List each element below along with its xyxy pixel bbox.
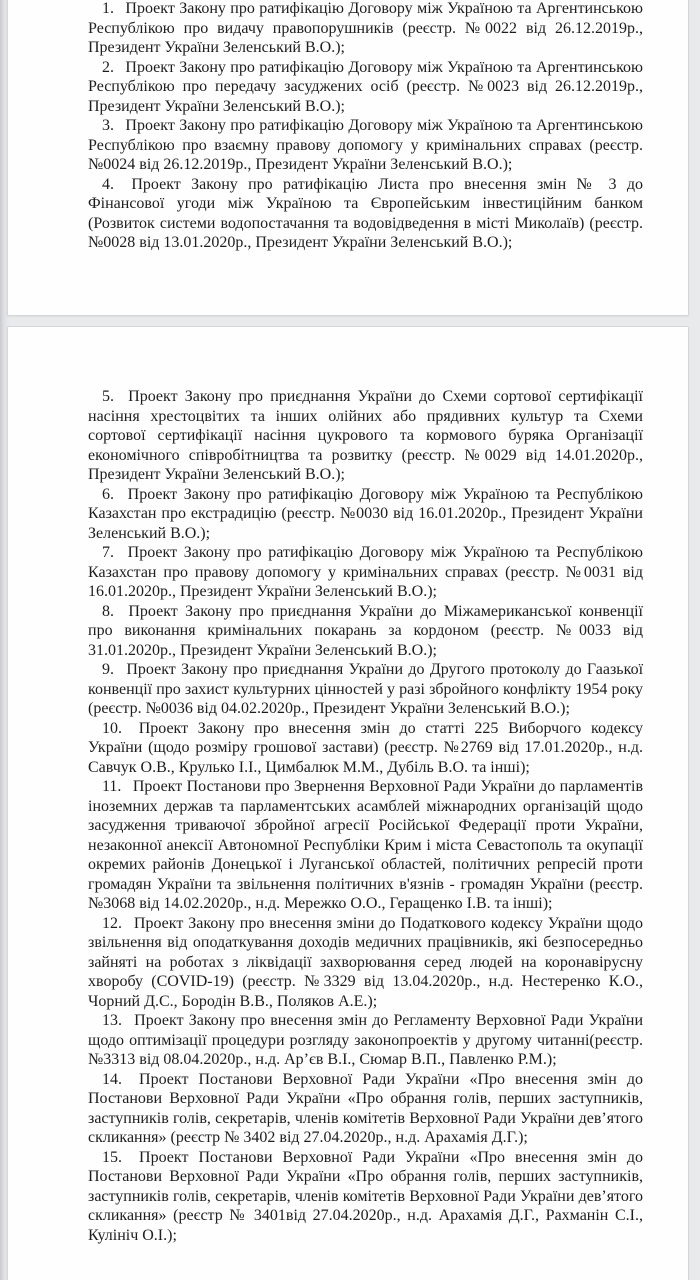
item-text: Проект Закону про ратифікацію Договору між Україною та Аргентинською Республікою про взаємну правову допомогу у кримінальних справах (реєстр. №0024 від 26.12.2019р., Президент України Зеленський В.О.);	[88, 117, 643, 173]
list-item	[88, 777, 643, 914]
page-2-content	[8, 327, 688, 1245]
item-text: Проект Закону про ратифікацію Договору між Україною та Аргентинською Республікою про видачу правопорушників (реєстр. №0022 від 26.12.2019р., Президент України Зеленський В.О.);	[88, 0, 643, 56]
item-text: Проект Закону про внесення зміни до Податкового кодексу України щодо звільнення від оподаткування доходів медичних працівників, які безпосередньо зайняті на роботах з ліквідації захворювання серед людей на коронавірусну хворобу (COVID-19) (реєстр. №3329 від 13.04.2020р., н.д. Нестеренко К.О., Чорний Д.С., Бородін В.В., Поляков А.Е.);	[88, 914, 644, 1010]
list-item	[88, 175, 643, 253]
item-text: Проект Закону про приєднання України до Міжамериканської конвенції про виконання кримінальних покарань за кордоном (реєстр. №0033 від 31.01.2020р., Президент України Зеленський В.О.);	[88, 602, 643, 659]
item-number: 4.	[102, 175, 114, 193]
item-text: Проект Закону про приєднання України до Схеми сортової сертифікації насіння хрестоцвітих та інших олійних або прядивних культур та Схеми сортової сертифікації насіння цукрового та кормового буряка Організації економічного співробітництва та розвитку (реєстр. №0029 від 14.01.2020р., Президент України Зеленський В.О.);	[88, 388, 644, 483]
list-item	[88, 914, 643, 1012]
item-number: 11.	[102, 778, 122, 795]
list-item	[88, 602, 643, 661]
item-number: 3.	[102, 117, 114, 134]
item-text: Проект Закону про приєднання України до Другого протоколу до Гаазької конвенції про захист культурних цінностей у разі збройного конфлікту 1954 року (реєстр. №0036 від 04.02.2020р., Президент України Зеленський В.О.);	[88, 661, 644, 717]
page-1-content	[8, 0, 688, 253]
item-number: 14.	[102, 1070, 122, 1088]
item-text: Проект Закону про ратифікацію Листа про внесення змін № 3 до Фінансової угоди між Україною та Європейським інвестиційним банком (Розвиток системи водопостачання та водовідведення в місті Миколаїв) (реєстр. №0028 від 13.01.2020р., Президент України Зеленський В.О.);	[88, 175, 643, 251]
list-item	[88, 58, 643, 117]
list-item	[88, 1011, 643, 1070]
item-number: 15.	[102, 1148, 122, 1166]
item-number: 7.	[102, 544, 114, 561]
list-item	[88, 660, 643, 719]
document-page-2	[7, 326, 689, 1280]
item-text: Проект Закону про внесення змін до статті 225 Виборчого кодексу України (щодо розміру грошової застави) (реєстр. №2769 від 17.01.2020р., н.д. Савчук О.В., Крулько І.І., Цимбалюк М.М., Дубіль В.О. та інші);	[88, 719, 644, 776]
item-number: 13.	[102, 1012, 122, 1029]
list-item	[88, 1070, 643, 1148]
item-number: 6.	[102, 485, 114, 503]
item-text: Проект Постанови про Звернення Верховної Ради України до парламентів іноземних держав та парламентських асамблей міжнародних організацій щодо засудження триваючої збройної агресії Російської Федерації проти України, незаконної анексії Автономної Республіки Крим і міста Севастополь та окупації окремих районів Донецької і Луганської областей, політичних репресій проти громадян України та звільнення політичних в'язнів - громадян України (реєстр.№3068 від 14.02.2020р., н.д. Мережко О.О., Геращенко І.В. та інші);	[88, 778, 643, 912]
list-item	[88, 543, 643, 602]
list-item	[88, 0, 643, 58]
item-text: Проект Постанови Верховної Ради України «Про внесення змін до Постанови Верховної Ради України «Про обрання голів, перших заступників, заступників голів, секретарів, членів комітетів Верховної Ради України дев’ятого скликання» (реєстр № 3402 від 27.04.2020р., н.д. Арахамія Д.Г.);	[88, 1070, 644, 1146]
item-text: Проект Закону про ратифікацію Договору між Україною та Аргентинською Республікою про передачу засуджених осіб (реєстр. №0023 від 26.12.2019р., Президент України Зеленський В.О.);	[88, 58, 643, 115]
item-number: 12.	[102, 914, 122, 932]
list-item	[88, 1148, 643, 1246]
list-item	[88, 387, 643, 485]
document-page-1	[7, 0, 689, 316]
list-item	[88, 485, 643, 544]
item-number: 5.	[102, 388, 114, 405]
item-number: 2.	[102, 58, 114, 76]
item-number: 1.	[102, 0, 114, 17]
item-number: 9.	[102, 661, 114, 678]
item-text: Проект Постанови Верховної Ради України «Про внесення змін до Постанови Верховної Ради України «Про обрання голів, перших заступників, заступників голів, секретарів, членів комітетів Верховної Ради України дев’ятого скликання» (реєстр № 3401від 27.04.2020р., н.д. Арахамія Д.Г., Рахманін С.І., Кулініч О.І.);	[88, 1148, 644, 1244]
item-text: Проект Закону про ратифікацію Договору між Україною та Республікою Казахстан про правову допомогу у кримінальних справах (реєстр. №0031 від 16.01.2020р., Президент України Зеленський В.О.);	[88, 544, 644, 600]
item-number: 10.	[102, 719, 122, 737]
item-number: 8.	[102, 602, 114, 620]
item-text: Проект Закону про внесення змін до Регламенту Верховної Ради України щодо оптимізації процедури розгляду законопроектів у другому читанні(реєстр. №3313 від 08.04.2020р., н.д. Ар’єв В.І., Сюмар В.П., Павленко Р.М.);	[88, 1012, 644, 1068]
item-text: Проект Закону про ратифікацію Договору між Україною та Республікою Казахстан про екстрадицію (реєстр. №0030 від 16.01.2020р., Президент України Зеленський В.О.);	[88, 485, 644, 542]
list-item	[88, 116, 643, 175]
list-item	[88, 719, 643, 778]
